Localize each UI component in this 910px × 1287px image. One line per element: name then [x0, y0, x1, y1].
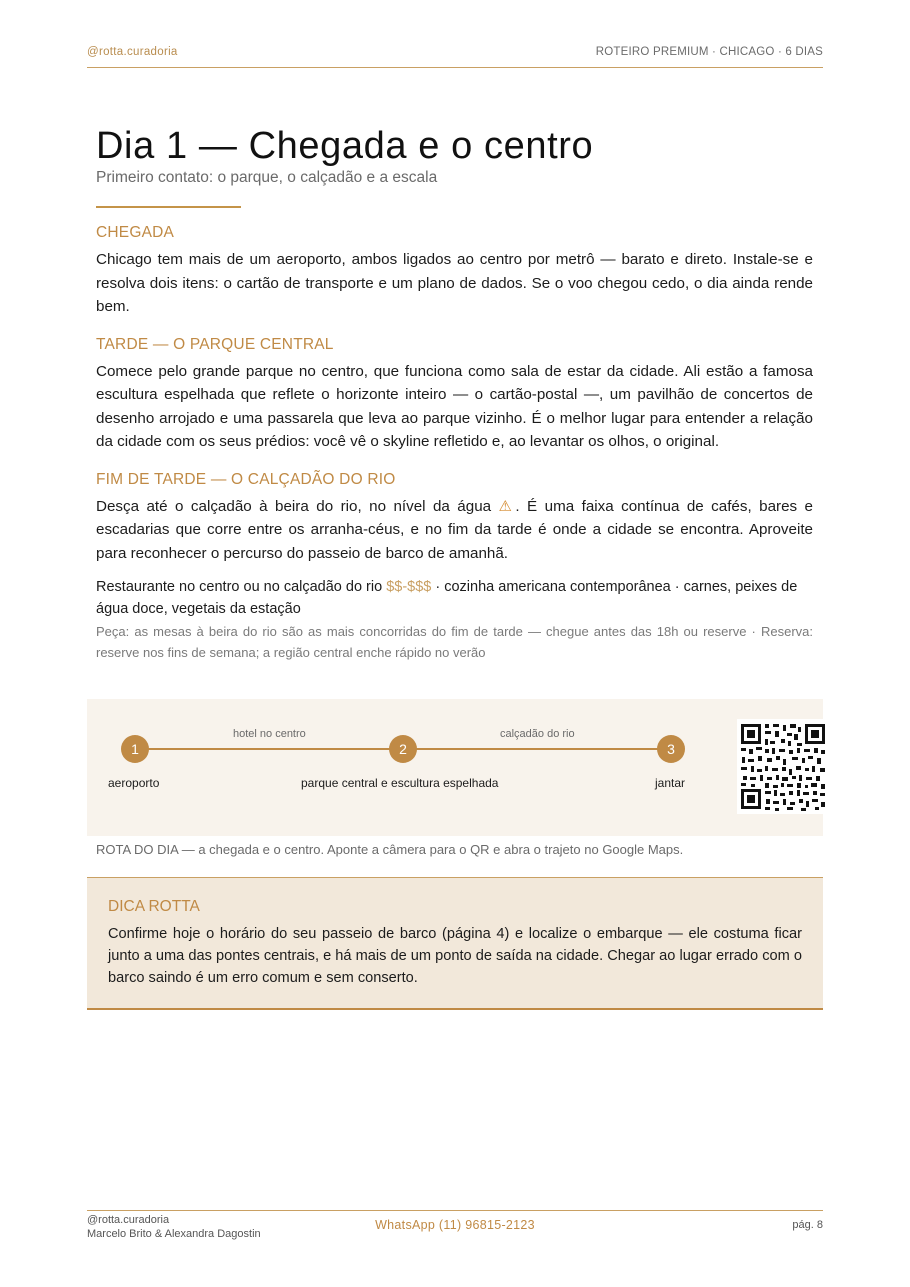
section-heading-evening: FIM DE TARDE — O CALÇADÃO DO RIO	[96, 470, 396, 488]
section-text-arrival: Chicago tem mais de um aeroporto, ambos ligados ao centro por metrô — barato e direto. Instale-se e resolva dois itens: o cartão de transporte e um plano de dados. Se o voo chegou cedo, o dia ainda rende bem.	[96, 251, 813, 315]
main-content	[96, 124, 813, 663]
restaurant-description: · cozinha americana contemporânea · carnes, peixes de água doce, vegetais da estação	[96, 579, 798, 617]
tip-heading: DICA ROTTA	[108, 898, 200, 915]
route-segment-2-label: calçadão do rio	[500, 728, 575, 740]
section-text-evening-a: Desça até o calçadão à beira do rio, no nível da água	[96, 497, 499, 515]
footer-handle: @rotta.curadoria	[87, 1214, 170, 1226]
section-heading-arrival: CHEGADA	[96, 224, 175, 241]
page-footer	[87, 1210, 823, 1242]
warning-icon: ⚠	[498, 497, 516, 515]
qr-code-graphic	[737, 719, 829, 814]
route-stop-1-marker: 1	[121, 735, 149, 763]
footer-authors: Marcelo Brito & Alexandra Dagostin	[87, 1228, 261, 1240]
footer-page-number: pág. 8	[792, 1219, 823, 1231]
header-meta: ROTEIRO PREMIUM · CHICAGO · 6 DIAS	[595, 46, 823, 58]
route-segment-1-label: hotel no centro	[233, 728, 306, 740]
route-stop-1-label: aeroporto	[108, 776, 160, 790]
restaurant-price: $$-$$$	[386, 579, 432, 595]
footer-whatsapp-link[interactable]: WhatsApp (11) 96815-2123	[375, 1218, 535, 1232]
route-stop-2-label: parque central e escultura espelhada	[301, 776, 499, 790]
title-divider	[96, 206, 241, 208]
page-header	[87, 46, 823, 68]
route-segment-1	[135, 748, 403, 750]
page-title: Dia 1 — Chegada e o centro	[96, 125, 594, 167]
qr-code-icon[interactable]	[737, 719, 829, 814]
route-segment-2	[403, 748, 671, 750]
route-stop-3-label: jantar	[655, 776, 686, 790]
route-map	[87, 699, 823, 836]
page-subtitle: Primeiro contato: o parque, o calçadão e a escala	[96, 169, 438, 186]
tip-text: Confirme hoje o horário do seu passeio de barco (página 4) e localize o embarque — ele costuma ficar junto a uma das pontes centrais, e há mais de um ponto de saída na cidade. Chegar ao lugar errado com o barco saindo é um erro comum e sem conserto.	[108, 926, 802, 986]
route-stop-3-marker: 3	[657, 735, 685, 763]
route-stop-2-marker: 2	[389, 735, 417, 763]
section-heading-afternoon: TARDE — O PARQUE CENTRAL	[96, 335, 334, 353]
header-brand: @rotta.curadoria	[87, 46, 178, 58]
route-caption: ROTA DO DIA — a chegada e o centro. Aponte a câmera para o QR e abra o trajeto no Google Maps.	[96, 842, 684, 857]
restaurant-name: Restaurante no centro ou no calçadão do rio	[96, 579, 383, 595]
section-text-afternoon: Comece pelo grande parque no centro, que funciona como sala de estar da cidade. Ali estão a famosa escultura espelhada que reflete o horizonte inteiro — o cartão-postal —, um pavilhão de concertos de desenho arrojado e uma passarela que leva ao parque vizinho. É o melhor lugar para entender a relação da cidade com os seus prédios: você vê o skyline refletido e, ao levantar os olhos, o original.	[96, 362, 813, 450]
tip-box	[87, 877, 823, 1010]
section-text-evening-b: . É uma faixa contínua de cafés, bares e escadarias que corre entre os arranha-céus, e no fim da tarde é onde a cidade se encontra. Aproveite para reconhecer o percurso do passeio de barco de amanhã.	[96, 497, 813, 562]
section-text-evening	[96, 495, 813, 566]
restaurant-note: Peça: as mesas à beira do rio são as mais concorridas do fim de tarde — chegue antes das 18h ou reserve · Reserva: reserve nos fins de semana; a região central enche rápido no verão	[96, 624, 813, 660]
restaurant-line	[96, 577, 813, 620]
